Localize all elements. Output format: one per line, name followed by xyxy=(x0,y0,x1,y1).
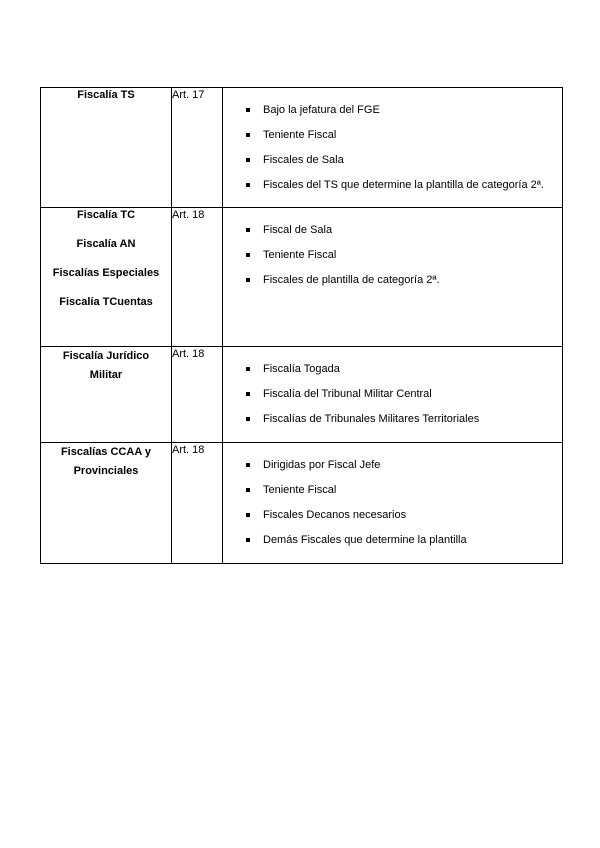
composition-cell xyxy=(223,443,563,564)
list-item: Fiscales del TS que determine la plantilla de categoría 2ª. xyxy=(246,178,562,193)
organ-cell xyxy=(41,347,172,443)
list-item: Teniente Fiscal xyxy=(246,128,562,143)
table-row xyxy=(41,208,563,347)
composition-list xyxy=(223,347,562,427)
list-item: Dirigidas por Fiscal Jefe xyxy=(246,458,562,473)
composition-cell xyxy=(223,208,563,347)
composition-list xyxy=(223,443,562,548)
composition-cell xyxy=(223,347,563,443)
organ-name: Fiscalía AN xyxy=(76,238,136,250)
list-item: Fiscal de Sala xyxy=(246,223,562,238)
organ-name: Fiscalía TC xyxy=(76,209,136,221)
composition-cell xyxy=(223,88,563,208)
article-cell: Art. 18 xyxy=(172,208,223,347)
article-cell: Art. 18 xyxy=(172,443,223,564)
list-item: Fiscalías de Tribunales Militares Territoriales xyxy=(246,412,562,427)
table-row xyxy=(41,88,563,208)
fiscal-organization-table xyxy=(40,87,563,564)
organ-name: Fiscalía TCuentas xyxy=(59,296,153,308)
organ-cell xyxy=(41,443,172,564)
organ-cell xyxy=(41,88,172,208)
list-item: Fiscales Decanos necesarios xyxy=(246,508,562,523)
list-item: Teniente Fiscal xyxy=(246,248,562,263)
list-item: Fiscalía del Tribunal Militar Central xyxy=(246,387,562,402)
organ-name: Fiscalías CCAA y Provinciales xyxy=(60,446,152,477)
table-row xyxy=(41,347,563,443)
list-item: Bajo la jefatura del FGE xyxy=(246,103,562,118)
list-item: Fiscales de plantilla de categoría 2ª. xyxy=(246,273,562,288)
list-item: Fiscales de Sala xyxy=(246,153,562,168)
list-item: Teniente Fiscal xyxy=(246,483,562,498)
list-item: Demás Fiscales que determine la plantilla xyxy=(246,533,562,548)
organ-cell xyxy=(41,208,172,347)
article-cell: Art. 17 xyxy=(172,88,223,208)
list-item: Fiscalía Togada xyxy=(246,362,562,377)
composition-list xyxy=(223,88,562,193)
organ-name: Fiscalías Especiales xyxy=(52,267,160,279)
organ-name: Fiscalía Jurídico Militar xyxy=(62,350,150,381)
organ-name: Fiscalía TS xyxy=(77,89,135,101)
article-cell: Art. 18 xyxy=(172,347,223,443)
composition-list xyxy=(223,208,562,288)
table-row xyxy=(41,443,563,564)
